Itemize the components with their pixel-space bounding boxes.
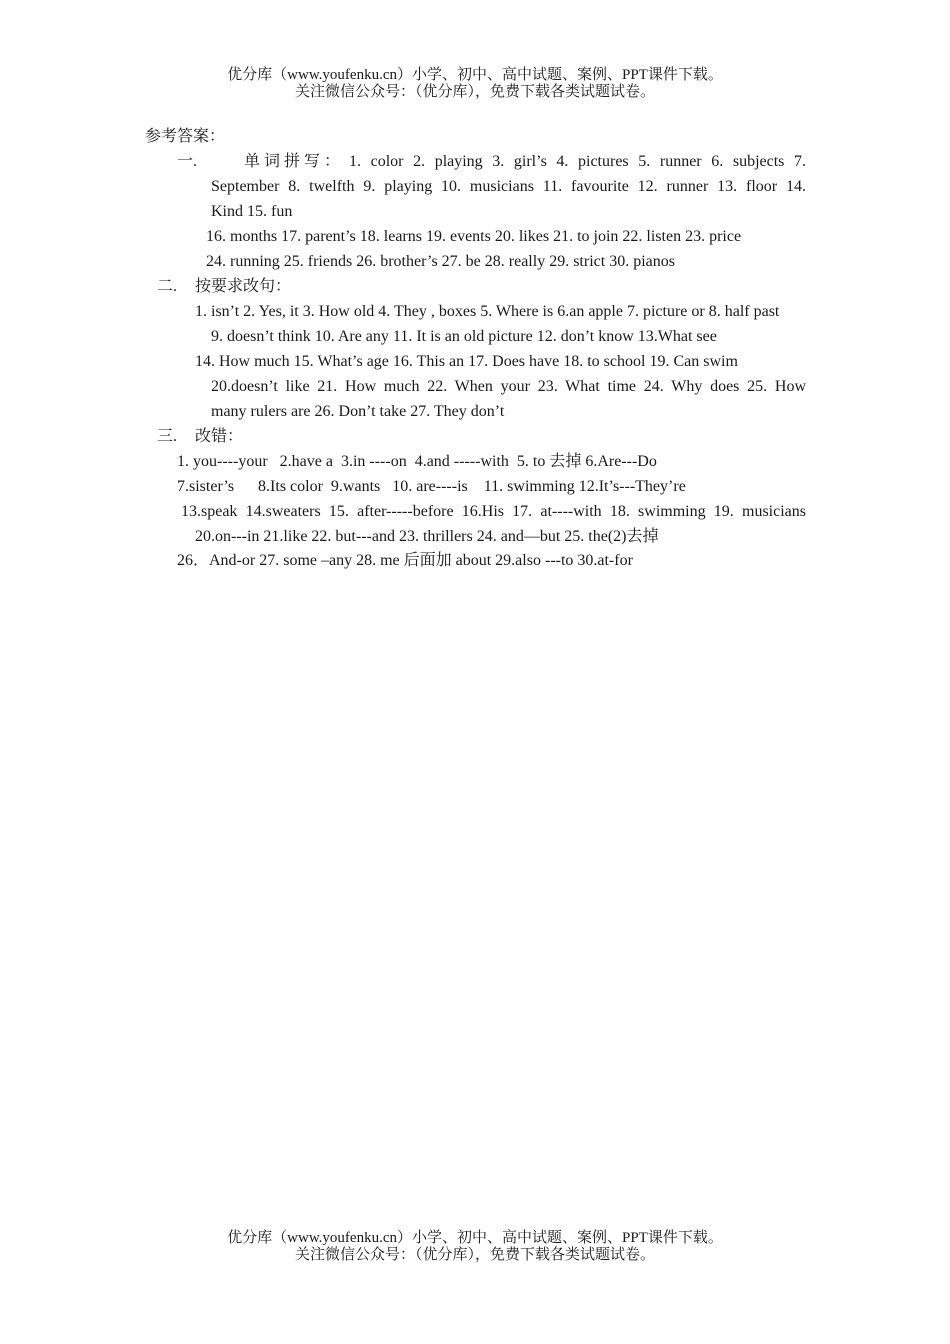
answer-title: 参考答案： xyxy=(145,128,226,145)
section-3-line: 7.sister’s 8.Its color 9.wants 10. are----is 11. swimming 12.It’s---They’re xyxy=(177,478,686,495)
section-2-line: many rulers are 26. Don’t take 27. They don’t xyxy=(211,403,505,420)
section-1-line: Kind 15. fun xyxy=(211,203,293,220)
section-2-line: 1. isn’t 2. Yes, it 3. How old 4. They , boxes 5. Where is 6.an apple 7. picture or 8. half past xyxy=(195,303,780,320)
section-2-number: 二. xyxy=(157,278,178,295)
section-3-line: 13.speak 14.sweaters 15. after-----before 16.His 17. at----with 18. swimming 19. musicians xyxy=(181,503,806,520)
header-line-1: 优分库（www.youfenku.cn）小学、初中、高中试题、案例、PPT课件下载。 xyxy=(227,67,723,83)
section-1-line: 16. months 17. parent’s 18. learns 19. events 20. likes 21. to join 22. listen 23. price xyxy=(206,228,742,245)
section-1-number: 一. xyxy=(177,153,198,170)
footer-line-2: 关注微信公众号：（优分库），免费下载各类试题试卷。 xyxy=(294,1247,655,1263)
header-line-2: 关注微信公众号：（优分库），免费下载各类试题试卷。 xyxy=(294,84,655,100)
section-1-line: September 8. twelfth 9. playing 10. musicians 11. favourite 12. runner 13. floor 14. xyxy=(211,178,806,195)
footer-line-1: 优分库（www.youfenku.cn）小学、初中、高中试题、案例、PPT课件下载。 xyxy=(227,1230,723,1246)
section-3-heading: 改错： xyxy=(195,428,244,445)
section-1-line: 1. color 2. playing 3. girl’s 4. pictures 5. runner 6. subjects 7. xyxy=(349,153,806,170)
section-2-line: 14. How much 15. What’s age 16. This an 17. Does have 18. to school 19. Can swim xyxy=(195,353,738,370)
section-1-heading: 单 词 拼 写 ： xyxy=(244,153,341,170)
section-2-line: 20.doesn’t like 21. How much 22. When your 23. What time 24. Why does 25. How xyxy=(211,378,806,395)
page-footer xyxy=(0,1230,950,1264)
page-header xyxy=(0,67,950,101)
section-2-heading: 按要求改句： xyxy=(195,278,292,295)
section-3-line: 1. you----your 2.have a 3.in ----on 4.and -----with 5. to 去掉 6.Are---Do xyxy=(177,453,657,470)
section-2-line: 9. doesn’t think 10. Are any 11. It is an old picture 12. don’t know 13.What see xyxy=(211,328,717,345)
section-3-line: 20.on---in 21.like 22. but---and 23. thrillers 24. and—but 25. the(2)去掉 xyxy=(195,528,659,545)
section-3-number: 三. xyxy=(157,428,178,445)
section-3-line: 26．And-or 27. some –any 28. me 后面加 about 29.also ---to 30.at-for xyxy=(177,552,633,569)
section-1-line: 24. running 25. friends 26. brother’s 27. be 28. really 29. strict 30. pianos xyxy=(206,253,675,270)
